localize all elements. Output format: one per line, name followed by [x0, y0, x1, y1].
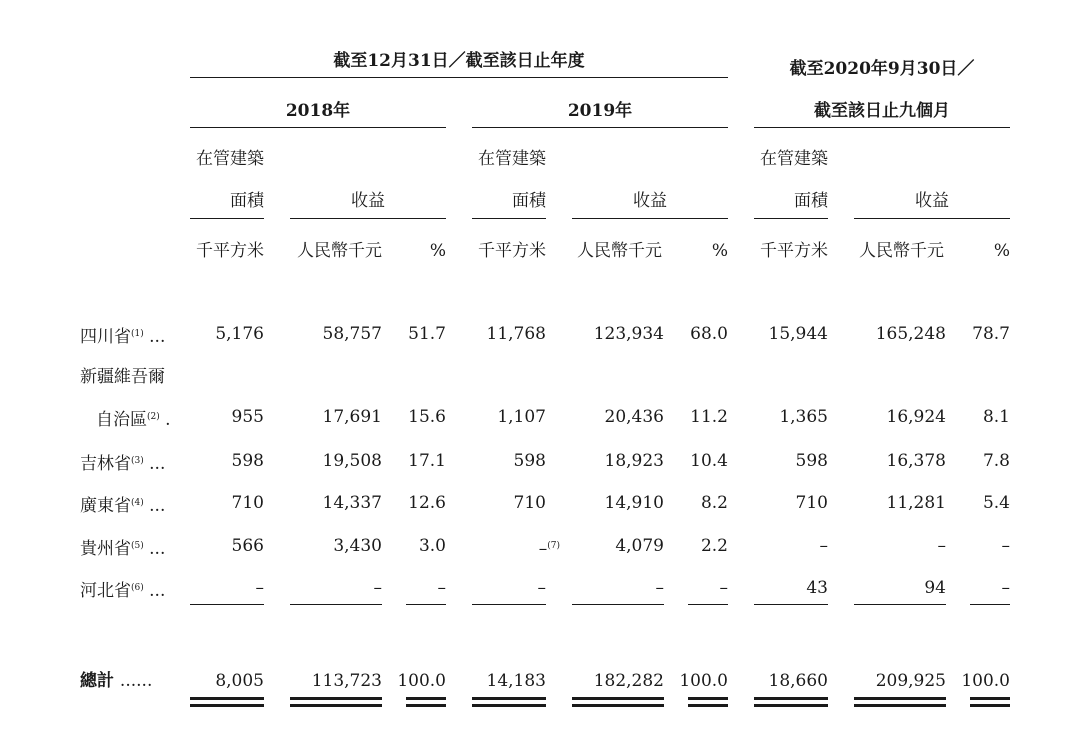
cell-gfa-2019: 598: [513, 451, 546, 471]
cell-revenue-2019: 18,923: [604, 451, 664, 471]
cell-revenue-2018: 19,508: [322, 451, 382, 471]
total-double-rule: [688, 697, 728, 707]
gfa-header-line2: 面積: [512, 191, 546, 211]
unit-revenue: 人民幣千元: [577, 241, 662, 261]
cell-revenue-2019: 14,910: [604, 493, 664, 513]
cell-pct-2018: 51.7: [408, 324, 446, 344]
cell-gfa-2019: 710: [513, 493, 546, 513]
total-double-rule: [970, 697, 1010, 707]
unit-percent: %: [993, 241, 1010, 261]
cell-revenue-2018: 17,691: [322, 407, 382, 427]
cell-revenue-2019: 20,436: [604, 407, 664, 427]
total-double-rule: [472, 697, 546, 707]
cell-revenue-2019: –: [655, 578, 664, 598]
cell-gfa-2019: 1,107: [497, 407, 546, 427]
subhead-rule: [290, 218, 446, 219]
year-rule-2018: [190, 127, 446, 128]
cell-pct-2019: 68.0: [690, 324, 728, 344]
subtotal-rule: [754, 604, 828, 605]
cell-pct-2019: 2.2: [700, 536, 728, 556]
cell-gfa-2018: 710: [231, 493, 264, 513]
revenue-header: 收益: [915, 191, 949, 211]
cell-gfa-2020: –: [819, 536, 828, 556]
subhead-rule: [754, 218, 828, 219]
cell-gfa-2020: 710: [795, 493, 828, 513]
row-label-sichuan: 四川省$^{(1)}$ ...: [80, 327, 166, 347]
cell-revenue-2019: 4,079: [615, 536, 664, 556]
row-label-guizhou: 貴州省$^{(5)}$ ...: [80, 539, 166, 559]
total-gfa-2019: 14,183: [486, 671, 546, 691]
cell-pct-2018: 12.6: [408, 493, 446, 513]
cell-pct-2019: 10.4: [690, 451, 728, 471]
cell-revenue-2018: 3,430: [333, 536, 382, 556]
total-revenue-2018: 113,723: [311, 671, 382, 691]
row-label-xinjiang: 自治區$^{(2)}$ .: [96, 410, 171, 430]
cell-pct-2020: –: [1001, 578, 1010, 598]
cell-revenue-2018: –: [373, 578, 382, 598]
gfa-header-line1: 在管建築: [760, 149, 828, 169]
cell-revenue-2020: 94: [924, 578, 946, 598]
cell-pct-2018: 17.1: [408, 451, 446, 471]
cell-pct-2020: 8.1: [982, 407, 1010, 427]
unit-gfa: 千平方米: [760, 241, 828, 261]
unit-percent: %: [711, 241, 728, 261]
cell-revenue-2019: 123,934: [593, 324, 664, 344]
cell-revenue-2020: 16,378: [886, 451, 946, 471]
total-label: 總計 ......: [80, 671, 153, 691]
cell-gfa-2018: 5,176: [215, 324, 264, 344]
revenue-header: 收益: [351, 191, 385, 211]
cell-pct-2018: 15.6: [408, 407, 446, 427]
unit-percent: %: [429, 241, 446, 261]
cell-pct-2018: –: [437, 578, 446, 598]
cell-revenue-2018: 58,757: [322, 324, 382, 344]
total-double-rule: [406, 697, 446, 707]
cell-revenue-2020: 11,281: [886, 493, 946, 513]
unit-revenue: 人民幣千元: [297, 241, 382, 261]
total-double-rule: [290, 697, 382, 707]
gfa-header-line1: 在管建築: [478, 149, 546, 169]
year-2018-header: 2018年: [285, 101, 351, 121]
total-double-rule: [854, 697, 946, 707]
subhead-rule: [472, 218, 546, 219]
cell-gfa-2018: 598: [231, 451, 264, 471]
subhead-rule: [190, 218, 264, 219]
cell-gfa-2020: 15,944: [768, 324, 828, 344]
total-revenue-2020: 209,925: [875, 671, 946, 691]
cell-revenue-2020: –: [937, 536, 946, 556]
subtotal-rule: [190, 604, 264, 605]
gfa-header-line2: 面積: [230, 191, 264, 211]
subtotal-rule: [290, 604, 382, 605]
cell-gfa-2019: –: [537, 578, 546, 598]
cell-pct-2018: 3.0: [418, 536, 446, 556]
cell-pct-2020: 7.8: [982, 451, 1010, 471]
cell-pct-2020: 5.4: [982, 493, 1010, 513]
subhead-rule: [572, 218, 728, 219]
revenue-header: 收益: [633, 191, 667, 211]
cell-pct-2020: 78.7: [972, 324, 1010, 344]
cell-gfa-2019: 11,768: [486, 324, 546, 344]
gfa-header-line1: 在管建築: [196, 149, 264, 169]
gfa-header-line2: 面積: [794, 191, 828, 211]
subtotal-rule: [854, 604, 946, 605]
cell-gfa-2018: 955: [231, 407, 264, 427]
cell-gfa-2018: –: [255, 578, 264, 598]
year-rule-2019: [472, 127, 728, 128]
period-header-b-line1: 截至2020年9月30日／: [789, 59, 975, 79]
total-double-rule: [190, 697, 264, 707]
row-label-xinjiang-line1: 新疆維吾爾: [80, 367, 165, 387]
subtotal-rule: [572, 604, 664, 605]
total-gfa-2018: 8,005: [215, 671, 264, 691]
total-pct-2020: 100.0: [961, 671, 1010, 691]
header-rule: [190, 77, 728, 78]
row-label-jilin: 吉林省$^{(3)}$ ...: [80, 454, 166, 474]
row-label-guangdong: 廣東省$^{(4)}$ ...: [80, 496, 166, 516]
unit-gfa: 千平方米: [478, 241, 546, 261]
cell-pct-2019: –: [719, 578, 728, 598]
period-header-b-line2: 截至該日止九個月: [814, 101, 950, 121]
subtotal-rule: [688, 604, 728, 605]
cell-pct-2019: 8.2: [700, 493, 728, 513]
total-gfa-2020: 18,660: [768, 671, 828, 691]
total-pct-2019: 100.0: [679, 671, 728, 691]
year-rule-2020: [754, 127, 1010, 128]
total-double-rule: [572, 697, 664, 707]
cell-gfa-2018: 566: [231, 536, 264, 556]
total-revenue-2019: 182,282: [593, 671, 664, 691]
cell-gfa-2019: –$^{(7)}$: [538, 539, 560, 559]
cell-revenue-2020: 16,924: [886, 407, 946, 427]
unit-revenue: 人民幣千元: [859, 241, 944, 261]
subtotal-rule: [970, 604, 1010, 605]
cell-pct-2020: –: [1001, 536, 1010, 556]
subhead-rule: [854, 218, 1010, 219]
cell-revenue-2020: 165,248: [875, 324, 946, 344]
total-pct-2018: 100.0: [397, 671, 446, 691]
cell-gfa-2020: 598: [795, 451, 828, 471]
row-label-hebei: 河北省$^{(6)}$ ...: [80, 581, 166, 601]
subtotal-rule: [406, 604, 446, 605]
total-double-rule: [754, 697, 828, 707]
year-2019-header: 2019年: [567, 101, 633, 121]
subtotal-rule: [472, 604, 546, 605]
unit-gfa: 千平方米: [196, 241, 264, 261]
cell-gfa-2020: 1,365: [779, 407, 828, 427]
cell-revenue-2018: 14,337: [322, 493, 382, 513]
period-header-a: 截至12月31日／截至該日止年度: [333, 51, 585, 71]
cell-pct-2019: 11.2: [690, 407, 728, 427]
cell-gfa-2020: 43: [806, 578, 828, 598]
